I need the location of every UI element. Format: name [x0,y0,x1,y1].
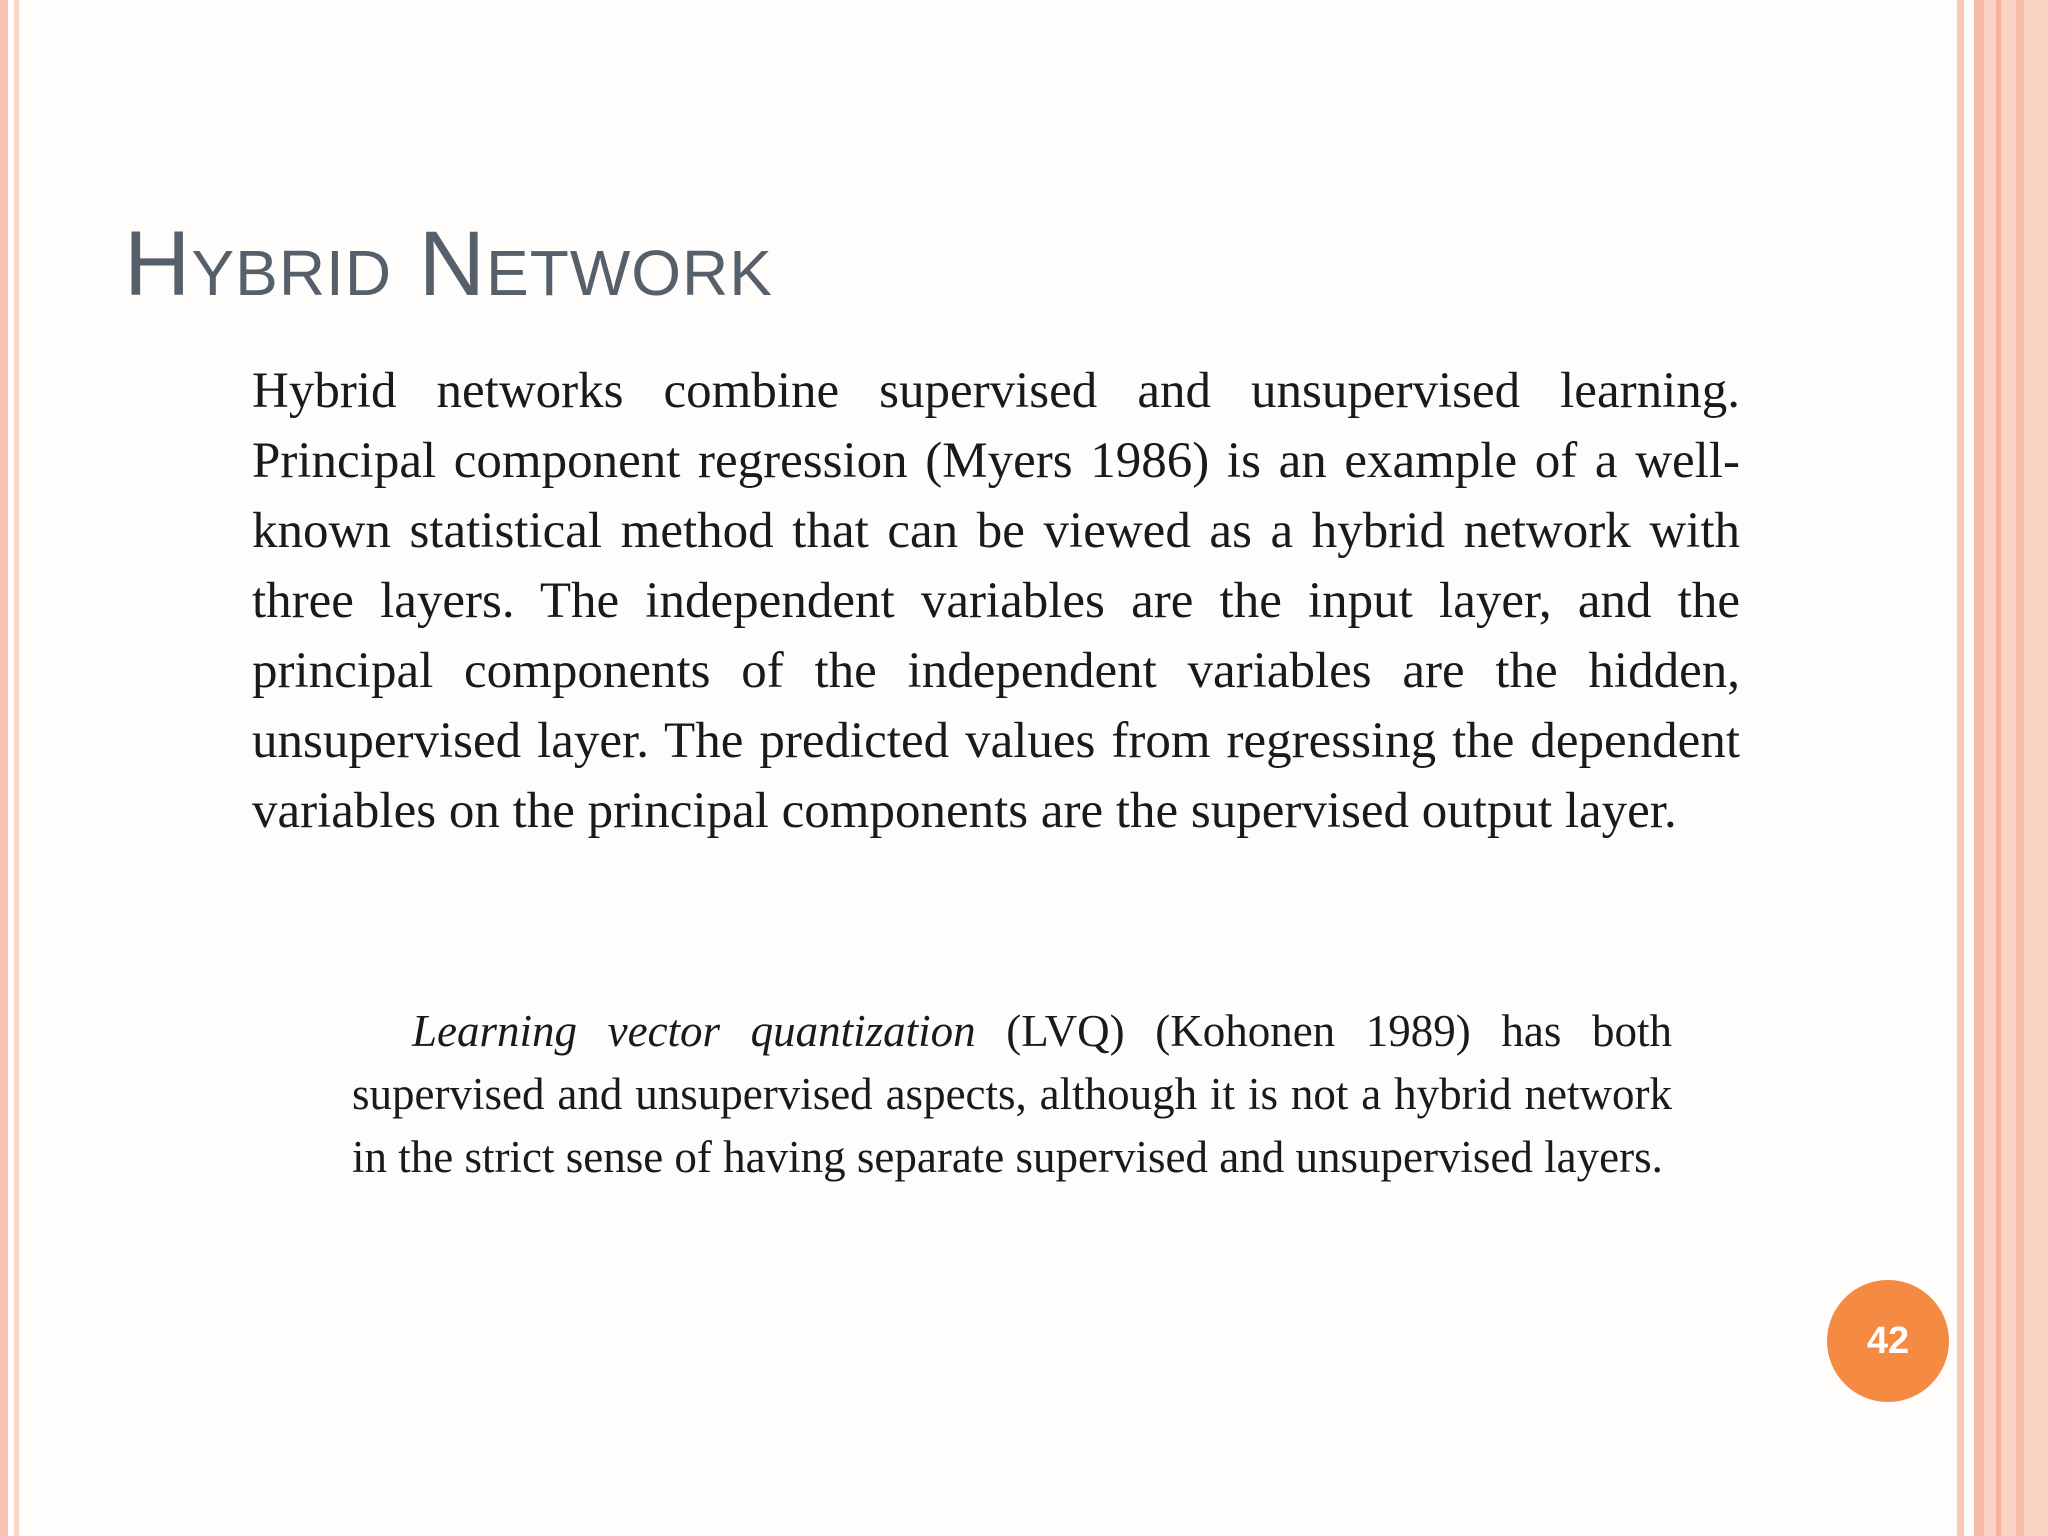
body-paragraph-1: Hybrid networks combine supervised and unsupervised learning. Principal component regression (Myers 1986) is an example of a well-known statistical method that can be viewed as a hybrid network with three layers. The independent variables are the input layer, and the principal components of the independent variables are the hidden, unsupervised layer. The predicted values from regressing the dependent variables on the principal components are the supervised output layer. [252,363,1740,839]
left-border-stripe-inner [14,0,19,1536]
lvq-term: Learning vector quantization [412,1006,976,1056]
page-number-badge [1827,1280,1949,1402]
slide-title: Hybrid Network [124,213,773,315]
page-number: 42 [1866,1319,1910,1362]
right-border-stripe-2 [1974,0,1984,1536]
right-border-stripe-4 [2016,0,2024,1536]
left-border-stripe [0,0,8,1536]
body-paragraph-2 [352,1000,1672,1189]
body-paragraph-2-text: (LVQ) (Kohonen 1989) has both supervised and unsupervised aspects, although it is not a hybrid network in the strict sense of having separate supervised and unsupervised layers. [352,1006,1672,1182]
right-border-stripe-3 [1996,0,2001,1536]
right-border-stripe-1 [1957,0,1964,1536]
